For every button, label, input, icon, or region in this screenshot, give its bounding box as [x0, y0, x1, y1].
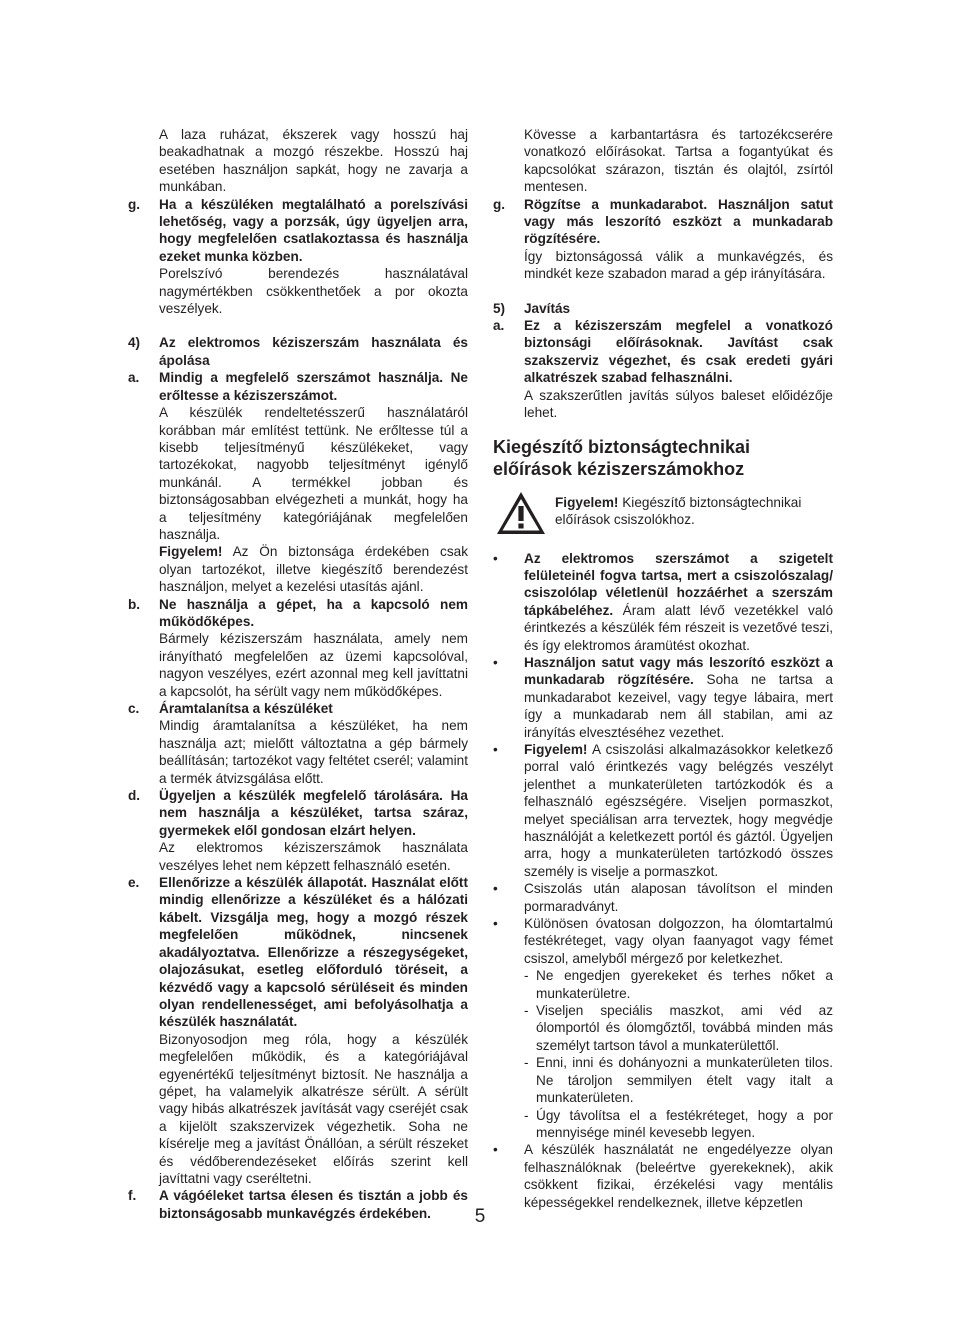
- item-d-text: Az elektromos kéziszerszámok használata veszélyes lehet nem képzett felhasználó esetén.: [159, 840, 468, 873]
- bullet-1-text: Áram alatt lévő vezetékkel való érintkezés a készülék fém részeit is vezetővé teszi, és így elektromos áramütést okozhat.: [524, 602, 833, 653]
- bullet-2-text: Soha ne tartsa a munkadarabot kezeivel, vagy tegye lábaira, mert így a munkadarab nem áll stabilan, ami az irányítás elvesztéséhez vezethet.: [524, 672, 833, 740]
- item-e-bold: Ellenőrizze a készülék állapotát. Használat előtt mindig ellenőrizze a készüléket és a hálózati kábelt. Vizsgálja meg, hogy a mozgó részek megfelelően működnek, nincsenek akadályoztatva. Ellenőrizze a részegységeket, olajozásukat, esetleg előforduló töréseit, a kézvédő vagy a kapcsoló sérüléseit és minden olyan rendellenességet, ami befolyásolhatja a készülék használatát.: [159, 875, 468, 1030]
- section-4-title: Az elektromos kéziszerszám használata és ápolása: [159, 335, 468, 368]
- item-e-label: e.: [128, 875, 140, 891]
- dash-item-text: Viseljen speciális maszkot, ami véd az ólomportól és ólomgőztől, továbbá minden más személyt tartson távol a munkaterülettől.: [536, 1003, 833, 1053]
- bullet-2-bold: Használjon satut vagy más leszorító eszközt a munkadarab rögzítésére.: [524, 654, 833, 688]
- dash-item: [493, 1002, 833, 1054]
- item-a-text: A készülék rendeltetésszerű használatáról korábban már említést tettünk. Ne erőltesse túl a kisebb teljesítményű készülékeket, vagy tartozékokat, nagyobb teljesítményt igénylő munkánál. A termékkel jobban és biztonságosabban elvégezheti a munkát, hogy ha a teljesítmény kategóriájának megfelelően használja.: [159, 405, 468, 542]
- left-intro-paragraph: [128, 126, 468, 196]
- section-heading: Kiegészítő biztonságtechnikai előírások kéziszerszámokhoz: [493, 436, 751, 479]
- item-g: [128, 196, 468, 318]
- dash-icon: -: [524, 1003, 529, 1019]
- bullet-4-text: Csiszolás után alaposan távolítson el minden pormaradványt.: [524, 881, 833, 914]
- bullet-icon: •: [493, 916, 498, 932]
- bullet-item: [493, 880, 833, 915]
- item-a-note-label: Figyelem!: [159, 544, 223, 560]
- bullet-item: [493, 915, 833, 967]
- bullet-item: [493, 741, 833, 880]
- item-g-text: Porelszívó berendezés használatával nagymértékben csökkenthetőek a por okozta veszélyek.: [159, 266, 468, 317]
- item-c: [128, 700, 468, 787]
- dash-item-text: Enni, inni és dohányozni a munkaterületen tilos. Ne tároljon semmilyen ételt vagy italt a munkaterületen.: [536, 1055, 833, 1106]
- right-intro-paragraph: [493, 126, 833, 196]
- right-item-g: [493, 196, 833, 283]
- item-d-bold: Ügyeljen a készülék megfelelő tárolására. Ha nem használja a készüléket, tartsa száraz, gyermekek elől gondosan elzárt helyen.: [159, 788, 468, 838]
- warning-box: [493, 490, 833, 536]
- dash-item-text: Úgy távolítsa el a festékréteget, hogy a por mennyisége minél kevesebb legyen.: [536, 1107, 833, 1140]
- item-b-text: Bármely kéziszerszám használata, amely nem irányítható megfelelően az üzemi kapcsolóval, nagyon veszélyes, ezért azonnal meg kell javíttatni a kapcsolót, ha sérült vagy nem működőképes.: [159, 631, 468, 699]
- section-4-label: 4): [128, 335, 141, 351]
- bullet-3-bold: Figyelem!: [524, 741, 588, 757]
- dash-item-text: Ne engedjen gyerekeket és terhes nőket a munkaterületre.: [536, 968, 833, 1001]
- item-a: [128, 369, 468, 595]
- item-c-text: Mindig áramtalanítsa a készüléket, ha nem használja azt; mielőtt változtatna a gép bármely beállításán; tartozékot vagy feltétet cserél; valamint a termék átvizsgálása előtt.: [159, 718, 468, 786]
- right-item-g-bold: Rögzítse a munkadarabot. Használjon satut vagy más leszorító eszközt a munkadarab rögzítésére.: [524, 196, 833, 247]
- item-c-label: c.: [128, 701, 140, 716]
- right-intro-text: Kövesse a karbantartásra és tartozékcserére vonatkozó előírásokat. Tartsa a fogantyúkat és kapcsolókat szárazon, tisztán és olajtól, zsírtól mentesen.: [524, 127, 833, 195]
- section-5-heading: [493, 300, 833, 317]
- right-item-a-text: A szakszerűtlen javítás súlyos baleset előidézője lehet.: [524, 387, 833, 421]
- item-f-label: f.: [128, 1188, 137, 1204]
- left-intro-text: A laza ruházat, ékszerek vagy hosszú haj beakadhatnak a mozgó részekbe. Hosszú haj esetében használjon sapkát, hogy ne zavarja a munkában.: [159, 127, 468, 195]
- dash-icon: -: [524, 968, 529, 984]
- bullet-icon: •: [493, 741, 498, 757]
- section-5-label: 5): [493, 300, 506, 316]
- item-b-label: b.: [128, 596, 141, 612]
- item-e-text: Bizonyosodjon meg róla, hogy a készülék megfelelően működik, és a kategóriájával egyenértékű teljesítményt biztosít. Ne használja a gépet, ha valamelyik alkatrésze sérült. A sérült vagy hibás alkatrészek javítását vagy cseréjét csak a kijelölt szakszervizek végezhetik. Soha ne kísérelje meg a javítást Önállóan, a sérült részeket és védőberendezéseket előírás szerint kell javíttatni vagy cseréltetni.: [159, 1031, 468, 1186]
- right-column: [493, 126, 833, 1211]
- right-item-a-label: a.: [493, 318, 505, 334]
- right-item-g-text: Így biztonságossá válik a munkavégzés, és mindkét keze szabadon marad a gép irányítására.: [524, 248, 833, 282]
- bullet-6-text: A készülék használatát ne engedélyezze olyan felhasználóknak (beleértve gyerekeknek), akik csökkent fizikai, érzékelési vagy mentális képességekkel rendelkeznek, illetve képzetlen: [524, 1142, 833, 1210]
- item-g-bold: Ha a készüléken megtalálható a porelszívási lehetőség, vagy a porzsák, úgy ügyeljen arra, hogy megfelelően csatlakoztassa és használja ezeket munka közben.: [159, 196, 468, 264]
- warning-triangle-icon: [495, 490, 547, 536]
- bullet-icon: •: [493, 881, 498, 897]
- bullet-icon: •: [493, 550, 498, 566]
- bullet-3-text: A csiszolási alkalmazásokkor keletkező porral való érintkezés vagy belégzés veszélyt jelenthet a munkaterületen tartózkodók és a felhasználó egészségére. Viseljen pormaszkot, melyet speciálisan arra terveztek, hogy megvédje használóját a keletkezett portól és gáztól. Ügyeljen arra, hogy a munkaterületen tartózkodó összes személy is viselje a pormaszkot.: [524, 741, 833, 879]
- bullet-1-bold: Az elektromos szerszámot a szigetelt felületeinél fogva tartsa, mert a csiszolószalag/ csiszolólap véletlenül hozzáérhet a szerszám tápkábeléhez.: [524, 550, 833, 618]
- warning-text: Kiegészítő biztonságtechnikai előírások csiszolókhoz.: [555, 494, 802, 527]
- item-a-bold: Mindig a megfelelő szerszámot használja. Ne erőltesse a kéziszerszámot.: [159, 370, 468, 403]
- bullet-icon: •: [493, 1142, 498, 1158]
- bullet-item: [493, 1141, 833, 1211]
- left-column: [128, 126, 468, 1222]
- item-f-bold: A vágóéleket tartsa élesen és tisztán a jobb és biztonságosabb munkavégzés érdekében.: [159, 1188, 468, 1221]
- dash-item: [493, 1107, 833, 1142]
- bullet-5-text: Különösen óvatosan dolgozzon, ha ólomtartalmú festékréteget, vagy olyan faanyagot vagy fémet csiszol, amelyből mérgező por keletkezhet.: [524, 916, 833, 966]
- dash-icon: -: [524, 1107, 529, 1123]
- item-e: [128, 874, 468, 1187]
- dash-item: [493, 967, 833, 1002]
- bullet-item: [493, 550, 833, 654]
- page-number: 5: [474, 1206, 486, 1227]
- item-c-bold: Áramtalanítsa a készüléket: [159, 701, 333, 716]
- section-5-title: Javítás: [524, 300, 571, 316]
- item-g-label: g.: [128, 196, 141, 212]
- warning-label: Figyelem!: [555, 494, 619, 510]
- item-a-note: [159, 543, 468, 595]
- item-a-label: a.: [128, 370, 140, 386]
- item-b: [128, 596, 468, 700]
- bullet-item: [493, 654, 833, 741]
- item-d: [128, 787, 468, 874]
- right-item-g-label: g.: [493, 196, 506, 212]
- bullet-icon: •: [493, 654, 498, 670]
- item-d-label: d.: [128, 788, 141, 804]
- section-4-heading: [128, 334, 468, 369]
- right-item-a-bold: Ez a kéziszerszám megfelel a vonatkozó biztonsági előírásoknak. Javítást csak szakszerviz végezhet, és csak eredeti gyári alkatrészek szabad felhasználni.: [524, 318, 833, 386]
- dash-item: [493, 1054, 833, 1106]
- item-a-note-text: Az Ön biztonsága érdekében csak olyan tartozékot, illetve kiegészítő berendezést használjon, melyet a kezelési utasítás ajánl.: [159, 544, 468, 595]
- right-item-a: [493, 317, 833, 421]
- item-b-bold: Ne használja a gépet, ha a kapcsoló nem működőképes.: [159, 596, 468, 629]
- dash-icon: -: [524, 1055, 529, 1071]
